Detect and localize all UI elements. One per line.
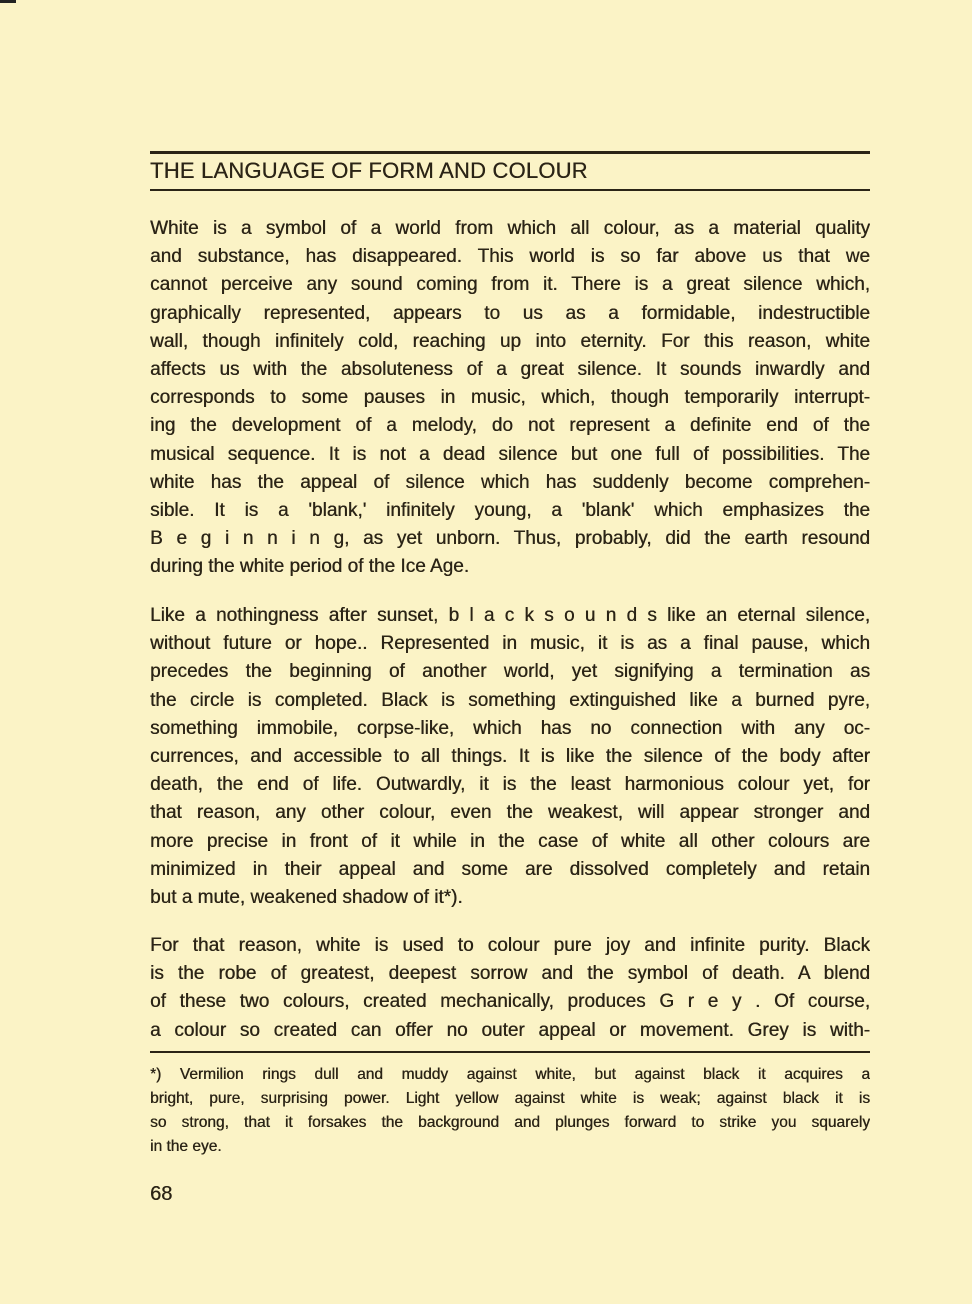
text-line: a colour so created can offer no outer appeal or movement. Grey is with- [150, 1019, 870, 1041]
paragraph-grey [150, 932, 870, 1045]
text-line: corresponds to some pauses in music, which, though temporarily interrupt- [150, 387, 870, 409]
text-line: currences, and accessible to all things. It is like the silence of the body after [150, 745, 870, 767]
text-line: wall, though infinitely cold, reaching up into eternity. For this reason, white [150, 330, 870, 352]
footnote [150, 1063, 870, 1159]
text-line: Like a nothingness after sunset, b l a c k s o u n d s like an eternal silence, [150, 605, 870, 626]
heading-top-rule [150, 151, 870, 154]
scan-edge-mark [0, 0, 16, 3]
text-line: more precise in front of it while in the case of white all other colours are [150, 830, 870, 852]
text-line: musical sequence. It is not a dead silence but one full of possibilities. The [150, 443, 870, 465]
text-line: during the white period of the Ice Age. [150, 556, 469, 578]
page-heading: THE LANGUAGE OF FORM AND COLOUR [150, 158, 588, 183]
text-line: the circle is completed. Black is something extinguished like a burned pyre, [150, 689, 870, 711]
paragraph-black [150, 602, 870, 912]
text-line: so strong, that it forsakes the background and plunges forward to strike you squarely [150, 1114, 870, 1131]
text-line: minimized in their appeal and some are dissolved completely and retain [150, 858, 870, 880]
text-line: that reason, any other colour, even the weakest, will appear stronger and [150, 802, 870, 824]
text-line: B e g i n n i n g, as yet unborn. Thus, probably, did the earth resound [150, 528, 870, 550]
text-line: For that reason, white is used to colour pure joy and infinite purity. Black [150, 935, 870, 956]
text-line: is the robe of greatest, deepest sorrow and the symbol of death. A blend [150, 963, 870, 985]
text-line: *) Vermilion rings dull and muddy against white, but against black it acquires a [150, 1066, 870, 1083]
text-line: affects us with the absoluteness of a great silence. It sounds inwardly and [150, 358, 870, 380]
text-line: ing the development of a melody, do not represent a definite end of the [150, 415, 870, 437]
text-line: in the eye. [150, 1138, 222, 1155]
text-line: but a mute, weakened shadow of it*). [150, 886, 463, 908]
text-line: white has the appeal of silence which has suddenly become comprehen- [150, 471, 870, 493]
text-line: sible. It is a 'blank,' infinitely young, a 'blank' which emphasizes the [150, 499, 870, 521]
text-line: something immobile, corpse-like, which has no connection with any oc- [150, 717, 870, 739]
text-line: White is a symbol of a world from which all colour, as a material quality [150, 218, 870, 239]
text-line: and substance, has disappeared. This world is so far above us that we [150, 246, 870, 268]
footnote-rule [150, 1051, 870, 1053]
text-line: graphically represented, appears to us as a formidable, indestructible [150, 302, 870, 324]
paragraph-white [150, 215, 870, 581]
text-line: death, the end of life. Outwardly, it is the least harmonious colour yet, for [150, 774, 870, 796]
text-line: cannot perceive any sound coming from it. There is a great silence which, [150, 274, 870, 296]
text-line: bright, pure, surprising power. Light yellow against white is weak; against black it is [150, 1090, 870, 1107]
text-line: precedes the beginning of another world, yet signifying a termination as [150, 661, 870, 683]
heading-bottom-rule [150, 189, 870, 191]
text-line: of these two colours, created mechanically, produces G r e y . Of course, [150, 991, 870, 1013]
text-line: without future or hope.. Represented in music, it is as a final pause, which [150, 633, 870, 655]
page-number: 68 [150, 1183, 173, 1205]
